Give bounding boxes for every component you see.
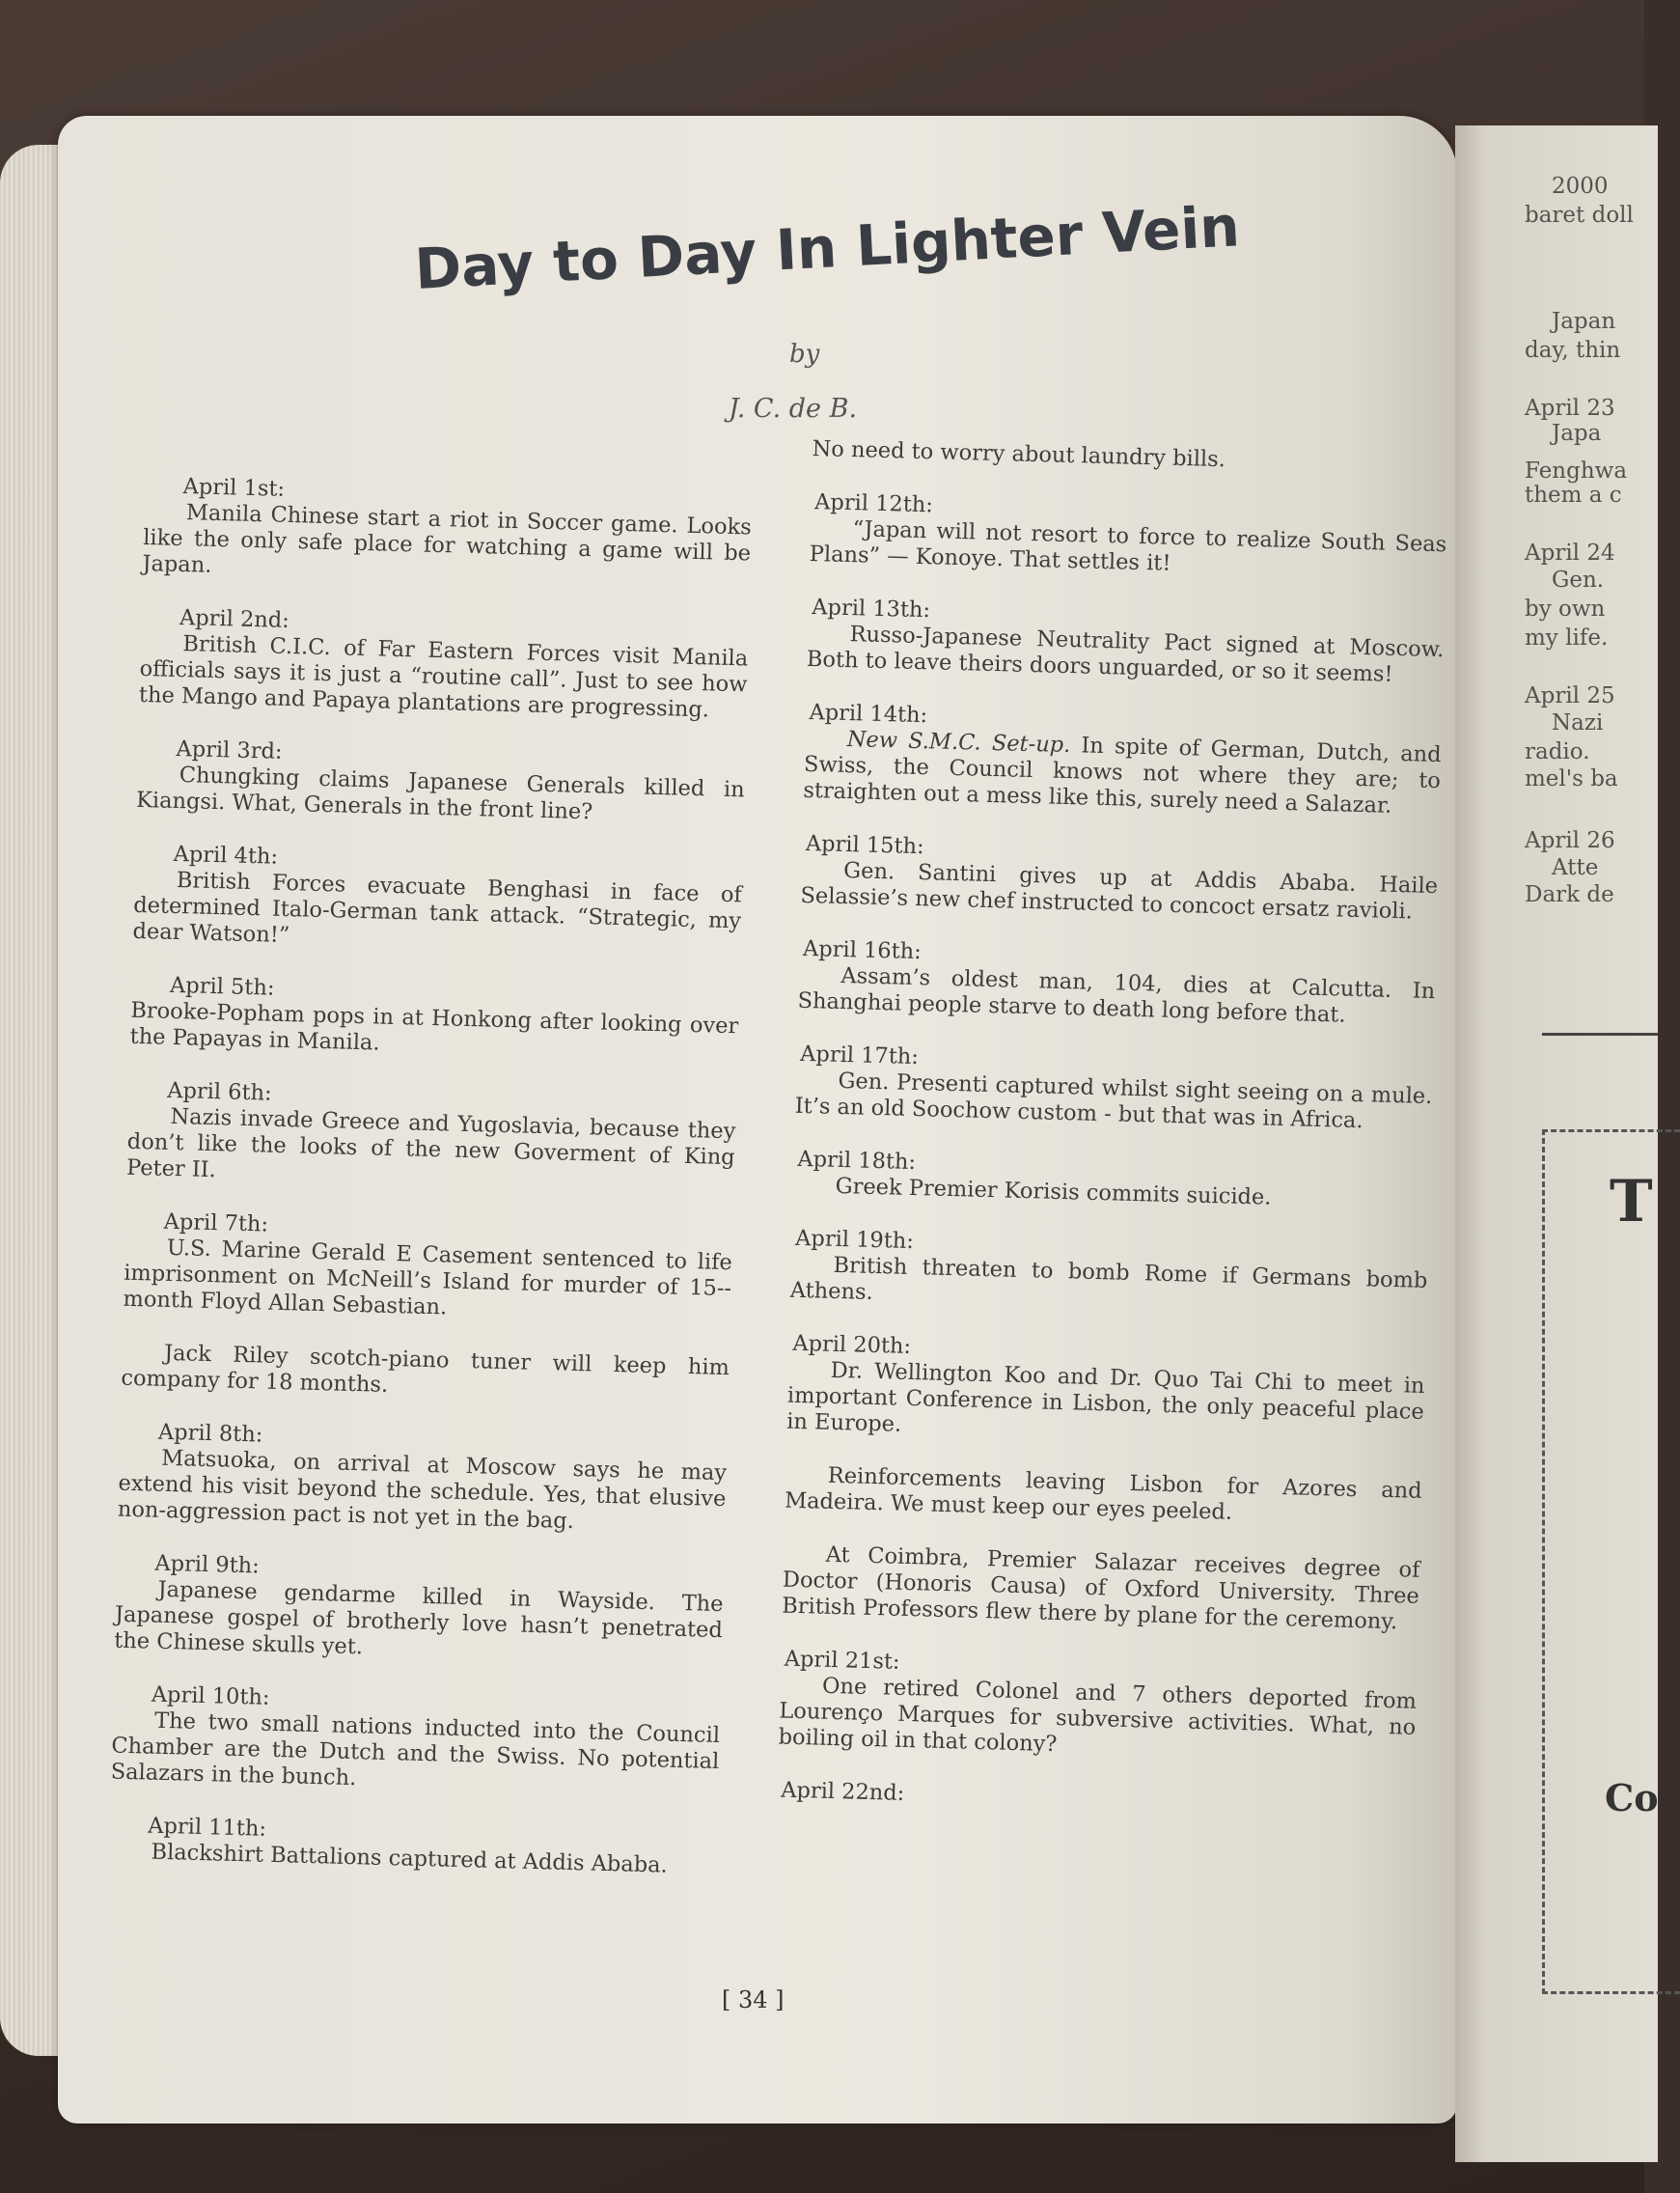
diary-entry xyxy=(136,736,746,829)
diary-entry xyxy=(778,1647,1418,1767)
article-title: Day to Day In Lighter Vein xyxy=(413,193,1242,302)
entry-date: April 22nd: xyxy=(780,1777,905,1806)
facing-fragment: Japa xyxy=(1552,421,1602,446)
entry-text: British threaten to bomb Rome if Germans bomb Athens. xyxy=(789,1252,1428,1305)
facing-fragment: Nazi xyxy=(1552,710,1604,736)
diary-entry xyxy=(803,700,1443,820)
facing-fragment: 2000 xyxy=(1552,174,1609,199)
facing-fragment: by own xyxy=(1525,597,1606,622)
entry-date: April 12th: xyxy=(813,489,934,518)
entry-text: Greek Premier Korisis commits suicide. xyxy=(835,1173,1272,1210)
entry-extra-text: At Coimbra, Premier Salazar receives degree of Doctor (Honoris Causa) of Oxford University. Three British Professors flew there by plane for the ceremony. xyxy=(781,1541,1420,1635)
entry-text: British C.I.C. of Far Eastern Forces visit Manila officials says it is just a “routine call”. Just to see how the Mango and Papaya plantations are progressing. xyxy=(138,631,749,723)
entry-date: April 14th: xyxy=(809,700,928,729)
facing-fragment: Gen. xyxy=(1552,568,1605,593)
entry-date: April 6th: xyxy=(166,1077,272,1106)
byline: by xyxy=(789,340,820,369)
facing-ad-text: Co xyxy=(1605,1776,1659,1819)
diary-entry xyxy=(807,595,1446,689)
facing-fragment: April 26 xyxy=(1525,828,1615,853)
entry-date: April 7th: xyxy=(163,1208,269,1237)
entry-text: Dr. Wellington Koo and Dr. Quo Tai Chi to meet in important Conference in Lisbon, the only peaceful place in Europe. xyxy=(785,1357,1425,1437)
entry-date: April 13th: xyxy=(812,595,931,624)
diary-entry xyxy=(794,1041,1433,1136)
facing-fragment: April 24 xyxy=(1525,541,1615,566)
entry-date: April 10th: xyxy=(151,1681,270,1710)
entry-text: Gen. Santini gives up at Addis Ababa. Haile Selassie’s new chef instructed to concoct ersatz ravioli. xyxy=(800,858,1439,925)
entry-text: Assam’s oldest man, 104, dies at Calcutta. In Shanghai people starve to death long before that. xyxy=(797,962,1436,1028)
entry-date: April 5th: xyxy=(169,972,275,1001)
facing-fragment: radio. xyxy=(1525,739,1590,764)
diary-entry xyxy=(809,489,1447,584)
entry-text: “Japan will not resort to force to realize South Seas Plans” — Konoye. That settles it! xyxy=(809,516,1447,576)
facing-fragment: Dark de xyxy=(1525,882,1614,907)
diary-entry xyxy=(139,604,750,724)
diary-entry xyxy=(110,1681,721,1801)
diary-entry xyxy=(782,1331,1426,1636)
diary-entry xyxy=(126,1077,737,1197)
diary-entry xyxy=(118,1419,729,1539)
diary-entry xyxy=(142,473,753,593)
facing-fragment: Atte xyxy=(1552,855,1599,880)
diary-entry xyxy=(132,841,743,960)
entry-extra-text: Jack Riley scotch-piano tuner will keep him company for 18 months. xyxy=(121,1340,730,1398)
entry-date: April 4th: xyxy=(173,841,279,870)
entry-text: Japanese gendarme killed in Wayside. The Japanese gospel of brotherly love hasn’t penetrated the Chinese skulls yet. xyxy=(113,1576,724,1660)
entry-text: Nazis invade Greece and Yugoslavia, because they don’t like the looks of the new Goverment of King Peter II. xyxy=(125,1103,736,1183)
facing-ad-letter: T xyxy=(1610,1168,1653,1235)
diary-entry xyxy=(792,1147,1430,1215)
diary-entry xyxy=(121,1208,733,1407)
entry-text-block xyxy=(803,726,1442,820)
diary-entry xyxy=(789,1226,1428,1320)
entry-text: British Forces evacuate Benghasi in face of determined Italo-German tank attack. “Strategic, my dear Watson!” xyxy=(132,868,743,949)
entry-text: In spite of German, Dutch, and Swiss, the Council knows not where they are; to straighten out a mess like this, surely need a Salazar. xyxy=(803,733,1442,819)
diary-entry xyxy=(797,936,1436,1031)
entry-date: April 16th: xyxy=(802,935,923,965)
facing-fragment: mel's ba xyxy=(1525,766,1618,791)
right-column xyxy=(776,436,1449,1847)
facing-fragment: April 23 xyxy=(1525,396,1615,421)
left-column xyxy=(108,473,753,1907)
entry-date: April 2nd: xyxy=(179,605,290,633)
continuation-text xyxy=(812,436,1448,479)
entry-date: April 1st: xyxy=(182,474,286,502)
entry-date: April 8th: xyxy=(157,1419,263,1448)
entry-date: April 3rd: xyxy=(176,736,283,764)
diary-entry xyxy=(129,972,739,1066)
entry-date: April 19th: xyxy=(794,1225,915,1255)
entry-text: Russo-Japanese Neutrality Pact signed at Moscow. Both to leave theirs doors unguarded, or so it seems! xyxy=(806,622,1445,687)
entry-text: The two small nations inducted into the Council Chamber are the Dutch and the Swiss. No potential Salazars in the bunch. xyxy=(110,1707,721,1791)
entry-text: Blackshirt Battalions captured at Addis Ababa. xyxy=(151,1839,669,1878)
entry-date: April 21st: xyxy=(784,1646,900,1675)
page-number: [ 34 ] xyxy=(722,1986,785,2013)
diary-entry xyxy=(114,1550,725,1670)
facing-fragment: day, thin xyxy=(1525,338,1621,363)
facing-fragment: baret doll xyxy=(1525,203,1634,228)
author: J. C. de B. xyxy=(729,394,858,424)
diary-entry xyxy=(777,1778,1414,1820)
entry-text: Gen. Presenti captured whilst sight seeing on a mule. It’s an old Soochow custom - but that was in Africa. xyxy=(794,1068,1433,1134)
entry-date: April 17th: xyxy=(799,1041,920,1070)
diary-entry xyxy=(108,1813,717,1880)
facing-fragment: them a c xyxy=(1525,483,1622,508)
entry-text: No need to worry about laundry bills. xyxy=(812,436,1226,473)
facing-fragment: Fenghwa xyxy=(1525,458,1628,484)
entry-text: Chungking claims Japanese Generals killed in Kiangsi. What, Generals in the front line? xyxy=(135,763,745,825)
facing-fragment: my life. xyxy=(1525,625,1609,651)
entry-lead: New S.M.C. Set-up. xyxy=(846,727,1071,759)
entry-date: April 15th: xyxy=(805,830,924,860)
entry-text: Matsuoka, on arrival at Moscow says he may extend his visit beyond the schedule. Yes, that elusive non-aggression pact is not yet in the bag. xyxy=(117,1445,728,1535)
diary-entry xyxy=(800,831,1439,926)
entry-text: Manila Chinese start a riot in Soccer game. Looks like the only safe place for watching a game will be Japan. xyxy=(142,500,753,578)
facing-fragment: April 25 xyxy=(1525,683,1615,708)
entry-text: One retired Colonel and 7 others deported from Lourenço Marques for subversive activities. What, no boiling oil in that colony? xyxy=(778,1673,1418,1758)
entry-date: April 9th: xyxy=(154,1550,261,1579)
entry-date: April 18th: xyxy=(797,1146,917,1176)
entry-date: April 11th: xyxy=(147,1813,267,1842)
entry-date: April 20th: xyxy=(792,1330,912,1359)
facing-fragment: Japan xyxy=(1552,309,1616,334)
entry-text: Brooke-Popham pops in at Honkong after looking over the Papayas in Manila. xyxy=(129,997,739,1056)
entry-extra-text: Reinforcements leaving Lisbon for Azores and Madeira. We must keep our eyes peeled. xyxy=(784,1462,1422,1525)
entry-text: U.S. Marine Gerald E Casement sentenced to life imprisonment on McNeill’s Island for murder of 15--month Floyd Allan Sebastian. xyxy=(123,1235,733,1320)
